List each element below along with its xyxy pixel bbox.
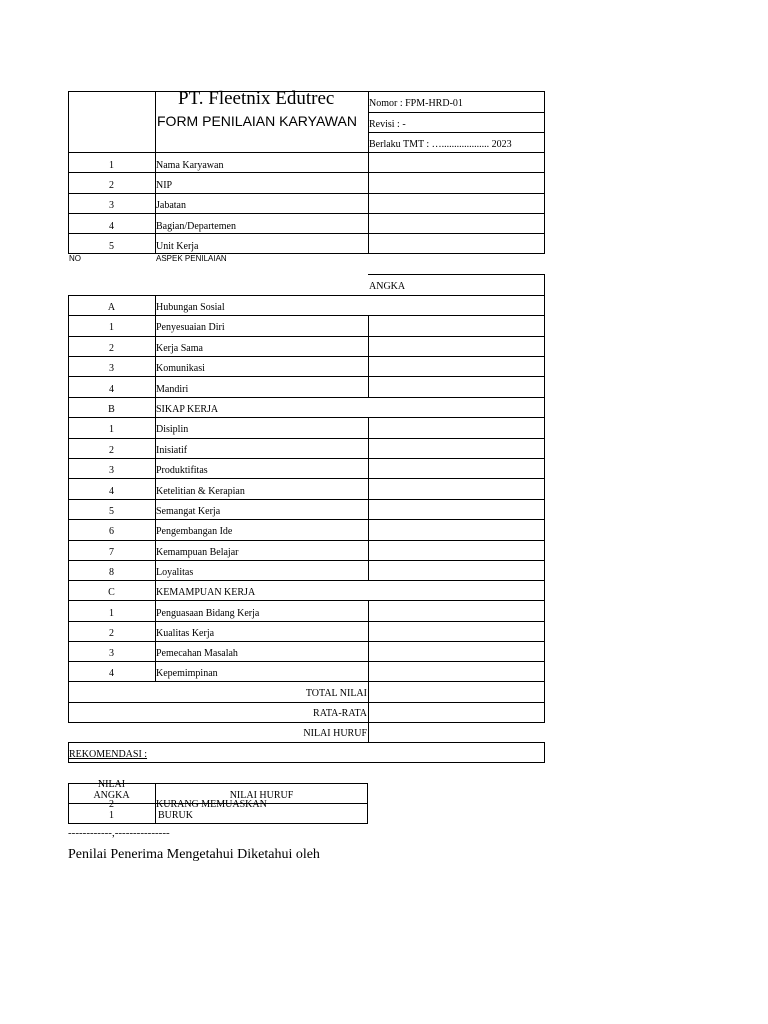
row-label: Semangat Kerja bbox=[156, 506, 221, 517]
identity-no: 1 bbox=[109, 160, 114, 171]
row-label: Produktifitas bbox=[156, 465, 208, 476]
identity-label: Jabatan bbox=[156, 200, 186, 211]
legend-row-text: BURUK bbox=[158, 810, 194, 821]
row-no: 1 bbox=[109, 322, 114, 333]
row-no: 2 bbox=[109, 628, 114, 639]
form-title: FORM PENILAIAN KARYAWAN bbox=[157, 113, 357, 129]
identity-no: 2 bbox=[109, 180, 114, 191]
row-no: C bbox=[108, 587, 115, 598]
row-no: 7 bbox=[109, 547, 114, 558]
signature-line: Penilai Penerima Mengetahui Diketahui oleh bbox=[68, 847, 320, 862]
identity-no: 5 bbox=[109, 241, 114, 252]
row-no: 5 bbox=[109, 506, 114, 517]
row-label: Penguasaan Bidang Kerja bbox=[156, 608, 260, 619]
row-label: Kemampuan Belajar bbox=[156, 547, 239, 558]
row-label: SIKAP KERJA bbox=[156, 404, 219, 415]
row-no: 8 bbox=[109, 567, 114, 578]
legend-col1-line1: NILAI bbox=[97, 779, 126, 790]
row-no: 1 bbox=[109, 608, 114, 619]
row-no: B bbox=[108, 404, 115, 415]
row-no: 3 bbox=[109, 648, 114, 659]
row-label: Penyesuaian Diri bbox=[156, 322, 225, 333]
identity-no: 3 bbox=[109, 200, 114, 211]
row-label: Mandiri bbox=[156, 384, 189, 395]
row-label: Inisiatif bbox=[156, 445, 188, 456]
legend-col2-header: NILAI HURUF bbox=[229, 790, 294, 801]
row-no: 1 bbox=[109, 424, 114, 435]
row-no: 4 bbox=[109, 486, 114, 497]
row-label: Pemecahan Masalah bbox=[156, 648, 238, 659]
row-label: Kualitas Kerja bbox=[156, 628, 215, 639]
doc-number: Nomor : FPM-HRD-01 bbox=[369, 98, 463, 109]
row-no: 2 bbox=[109, 343, 114, 354]
row-label: Ketelitian & Kerapian bbox=[156, 486, 245, 497]
row-label: Loyalitas bbox=[156, 567, 194, 578]
row-no: 2 bbox=[109, 445, 114, 456]
row-label: Kerja Sama bbox=[156, 343, 203, 354]
row-no: 4 bbox=[109, 384, 114, 395]
legend-row-num: 2 bbox=[109, 799, 114, 810]
identity-label: Unit Kerja bbox=[156, 241, 199, 252]
identity-label: Bagian/Departemen bbox=[156, 221, 236, 232]
nilai-huruf-label: NILAI HURUF bbox=[303, 728, 367, 739]
row-no: 3 bbox=[109, 465, 114, 476]
row-no: A bbox=[107, 302, 116, 313]
identity-label: NIP bbox=[156, 180, 173, 191]
legend-row-text: KURANG MEMUASKAN bbox=[156, 799, 267, 810]
total-nilai-label: TOTAL NILAI bbox=[305, 688, 367, 699]
legend-col1-line2: ANGKA bbox=[93, 790, 130, 801]
row-label: Hubungan Sosial bbox=[156, 302, 225, 313]
separator-dashes: ------------,--------------- bbox=[68, 827, 170, 839]
row-label: Komunikasi bbox=[156, 363, 205, 374]
row-no: 6 bbox=[109, 526, 114, 537]
row-label: Pengembangan Ide bbox=[156, 526, 233, 537]
row-label: Kepemimpinan bbox=[156, 668, 218, 679]
legend-row-num: 1 bbox=[109, 810, 114, 821]
row-no: 4 bbox=[109, 668, 114, 679]
identity-no: 4 bbox=[109, 221, 114, 232]
company-name: PT. Fleetnix Edutrec bbox=[178, 88, 335, 109]
col-no-header: NO bbox=[69, 254, 81, 263]
col-angka-header: ANGKA bbox=[369, 281, 406, 292]
row-label: KEMAMPUAN KERJA bbox=[156, 587, 256, 598]
rata-rata-label: RATA-RATA bbox=[313, 708, 367, 719]
rekomendasi-label: REKOMENDASI : bbox=[69, 749, 148, 760]
revision: Revisi : - bbox=[369, 119, 406, 130]
identity-label: Nama Karyawan bbox=[156, 160, 224, 171]
col-aspek-header: ASPEK PENILAIAN bbox=[156, 254, 227, 263]
row-no: 3 bbox=[109, 363, 114, 374]
row-label: Disiplin bbox=[156, 424, 189, 435]
valid-date: Berlaku TMT : …................... 2023 bbox=[369, 139, 512, 150]
